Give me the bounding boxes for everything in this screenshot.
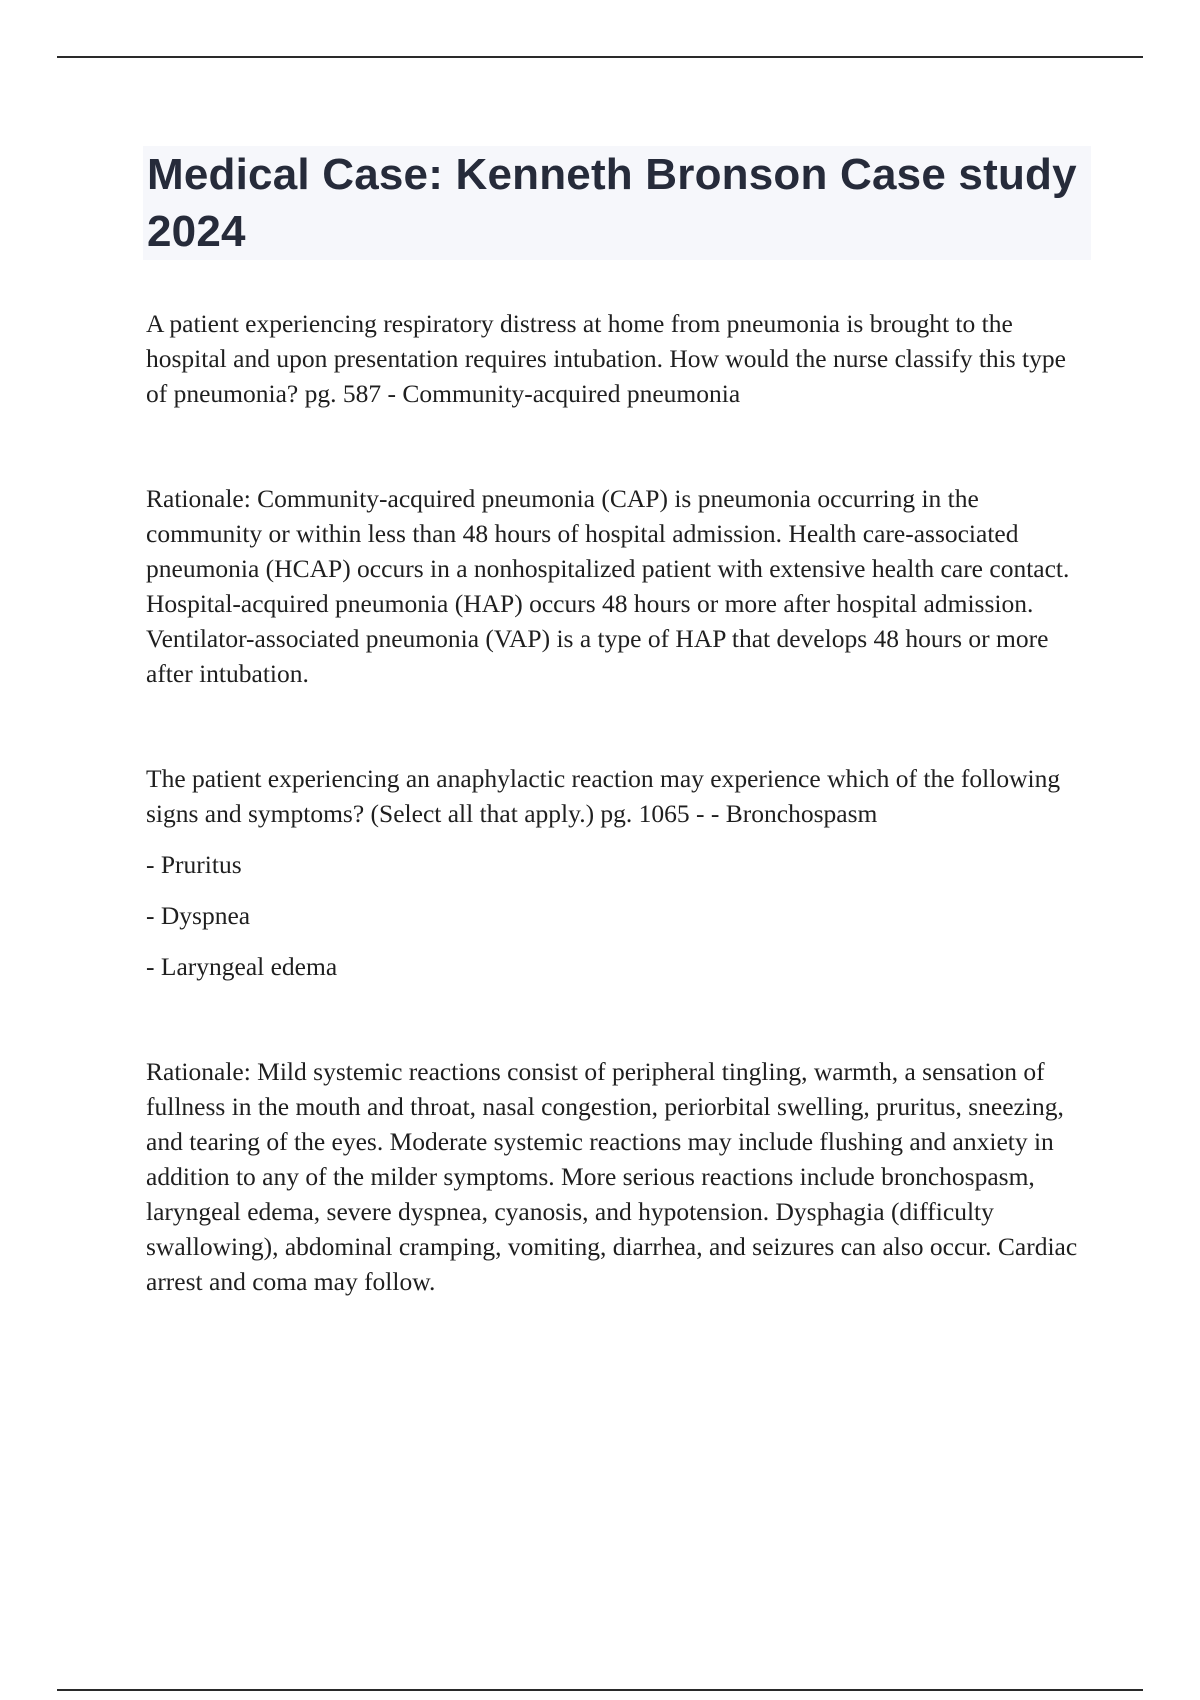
top-divider — [57, 56, 1143, 58]
answer-item-pruritus: - Pruritus — [146, 850, 242, 879]
answer-item-dyspnea: - Dyspnea — [146, 901, 251, 930]
question-1-rationale: Rationale: Community-acquired pneumonia (CAP) is pneumonia occurring in the community or within less than 48 hours of hospital admission. Health care-associated pneumonia (HCAP) occurs in a nonhospitalized patient with extensive health care contact. Hospital-acquired pneumonia (HAP) occurs 48 hours or more after hospital admission. Ventilator-associated pneumonia (VAP) is a type of HAP that develops 48 hours or more after intubation. — [146, 484, 1070, 688]
title-banner — [143, 146, 1091, 260]
question-1-text: A patient experiencing respiratory distress at home from pneumonia is brought to the hospital and upon presentation requires intubation. How would the nurse classify this type of pneumonia? pg. 587 - Community-acquired pneumonia — [146, 309, 1066, 408]
bottom-divider — [57, 1689, 1143, 1691]
question-2-text: The patient experiencing an anaphylactic reaction may experience which of the following signs and symptoms? (Select all that apply.) pg. 1065 - - Bronchospasm — [146, 764, 1061, 828]
document-body — [146, 306, 1086, 1299]
document-title: Medical Case: Kenneth Bronson Case study 2024 — [147, 150, 1077, 256]
question-2-rationale: Rationale: Mild systemic reactions consist of peripheral tingling, warmth, a sensation of fullness in the mouth and throat, nasal congestion, periorbital swelling, pruritus, sneezing, and tearing of the eyes. Moderate systemic reactions may include flushing and anxiety in addition to any of the milder symptoms. More serious reactions include bronchospasm, laryngeal edema, severe dyspnea, cyanosis, and hypotension. Dysphagia (difficulty swallowing), abdominal cramping, vomiting, diarrhea, and seizures can also occur. Cardiac arrest and coma may follow. — [146, 1057, 1078, 1296]
answer-item-laryngeal-edema: - Laryngeal edema — [146, 952, 338, 981]
